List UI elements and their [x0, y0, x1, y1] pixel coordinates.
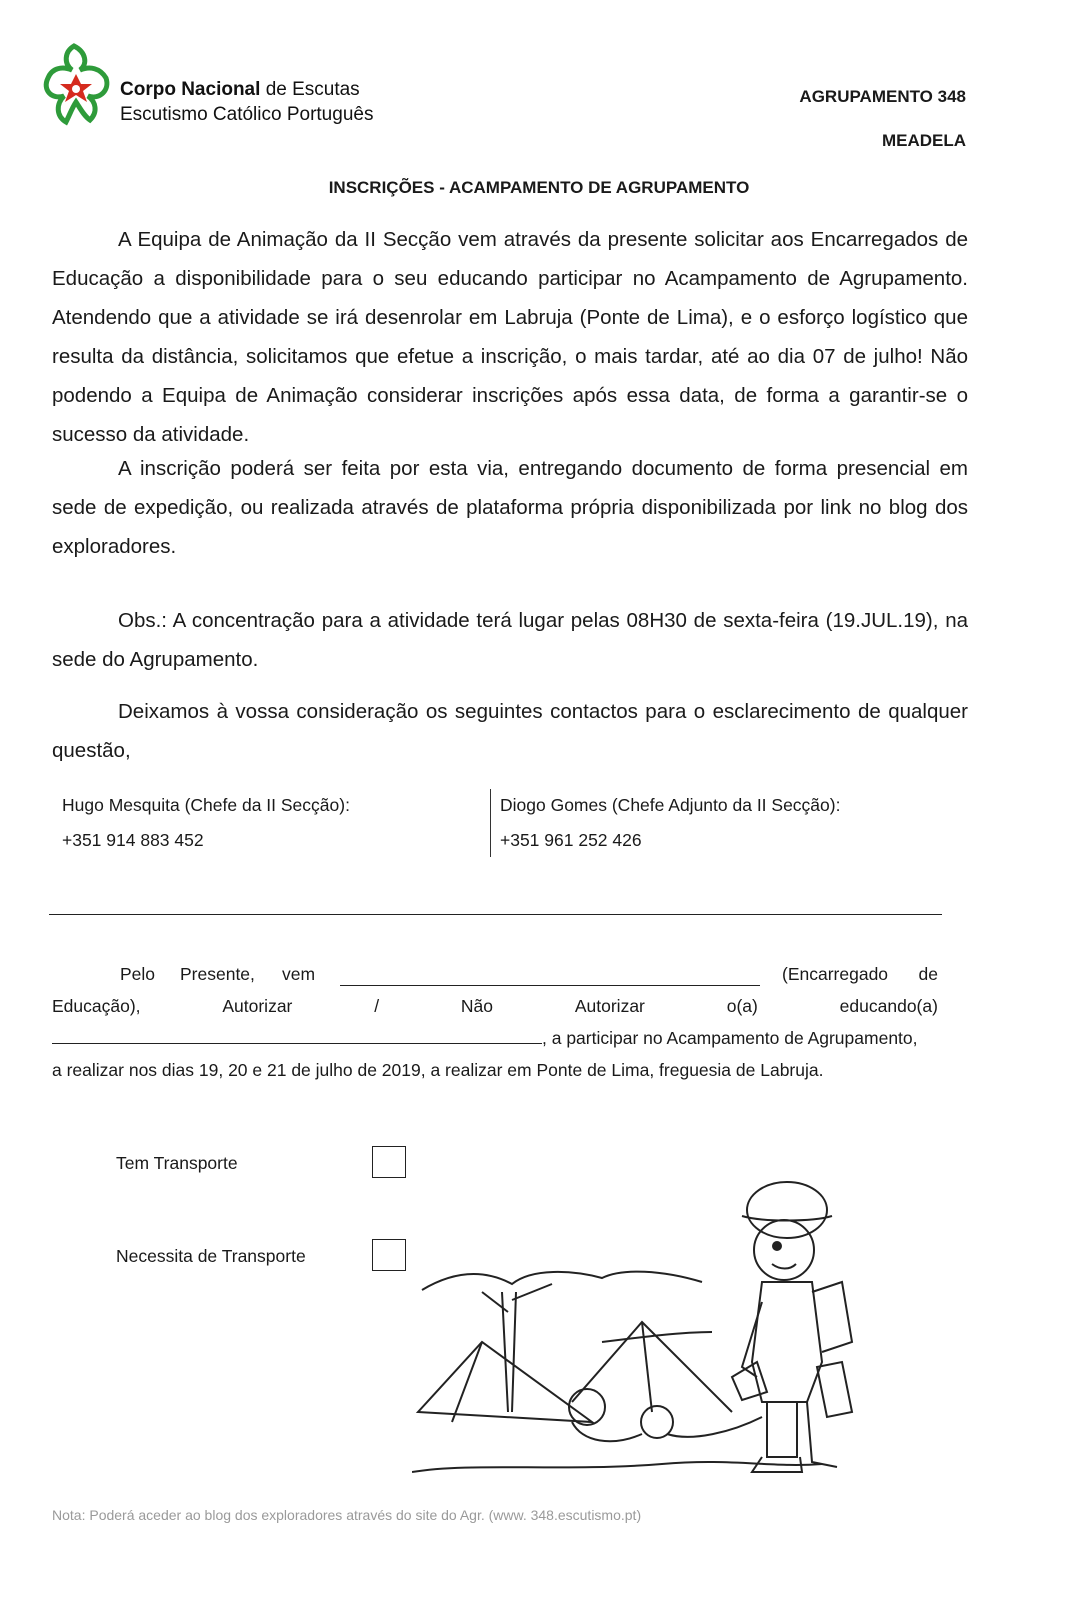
camp-scout-illustration-icon	[412, 1172, 882, 1512]
needs-transport-label: Necessita de Transporte	[116, 1246, 306, 1266]
auth-word: vem	[282, 964, 316, 984]
auth-word: /	[374, 996, 380, 1016]
group-number: AGRUPAMENTO 348	[799, 87, 966, 106]
auth-word: Educação),	[52, 996, 141, 1016]
student-name-field[interactable]	[52, 1042, 542, 1044]
not-authorize-option[interactable]: Autorizar	[574, 996, 645, 1016]
authorization-line-2	[52, 996, 938, 1017]
intro-paragraph: A Equipa de Animação da II Secção vem através da presente solicitar aos Encarregados de Educação a disponibilidade para o seu educando participar no Acampamento de Agrupamento. Atendendo que a atividade se irá desenrolar em Labruja (Ponte de Lima), e o esforço logístico que resulta da distância, solicitamos que efetue a inscrição, o mais tardar, até ao dia 07 de julho! Não podendo a Equipa de Animação considerar inscrições após essa data, de forma a garantir-se o sucesso da atividade.	[52, 228, 968, 446]
contact-role: Diogo Gomes (Chefe Adjunto da II Secção):	[500, 795, 841, 815]
authorization-line-4: a realizar nos dias 19, 20 e 21 de julho de 2019, a realizar em Ponte de Lima, freguesia de Labruja.	[52, 1060, 824, 1080]
org-name: Corpo Nacional de Escutas	[120, 79, 360, 100]
contact-role: Hugo Mesquita (Chefe da II Secção):	[62, 795, 350, 815]
has-transport-label: Tem Transporte	[116, 1153, 238, 1173]
contact-divider	[490, 789, 491, 857]
cne-logo-icon	[34, 38, 118, 130]
auth-word: (Encarregado	[782, 964, 889, 984]
contact-deputy	[500, 788, 840, 858]
has-transport-checkbox[interactable]	[372, 1146, 406, 1178]
auth-word: educando(a)	[839, 996, 938, 1016]
page-title: INSCRIÇÕES - ACAMPAMENTO DE AGRUPAMENTO	[328, 178, 750, 197]
auth-word: Presente,	[180, 964, 255, 984]
group-place: MEADELA	[881, 131, 966, 150]
observation-paragraph: Obs.: A concentração para a atividade terá lugar pelas 08H30 de sexta-feira (19.JUL.19), na sede do Agrupamento.	[52, 609, 968, 671]
auth-word: Pelo	[120, 964, 156, 984]
contact-phone: +351 914 883 452	[62, 830, 204, 850]
contact-phone: +351 961 252 426	[500, 830, 642, 850]
auth-word: Não	[460, 996, 494, 1016]
guardian-name-field[interactable]	[340, 984, 760, 986]
auth-word: de	[918, 964, 938, 984]
auth-word: o(a)	[726, 996, 758, 1016]
contacts-intro-paragraph: Deixamos à vossa consideração os seguintes contactos para o esclarecimento de qualquer questão,	[52, 700, 968, 762]
separator-line	[49, 914, 942, 915]
footnote: Nota: Poderá aceder ao blog dos exploradores através do site do Agr. (www. 348.escutismo.pt)	[52, 1507, 642, 1523]
contact-chief	[62, 788, 350, 858]
org-subtitle: Escutismo Católico Português	[120, 104, 374, 125]
needs-transport-checkbox[interactable]	[372, 1239, 406, 1271]
registration-paragraph: A inscrição poderá ser feita por esta via, entregando documento de forma presencial em sede de expedição, ou realizada através de plataforma própria disponibilizada por link no blog dos exploradores.	[52, 457, 968, 558]
authorize-option[interactable]: Autorizar	[222, 996, 293, 1016]
authorization-line-3	[52, 1028, 938, 1049]
auth-text: , a participar no Acampamento de Agrupamento,	[542, 1028, 918, 1048]
